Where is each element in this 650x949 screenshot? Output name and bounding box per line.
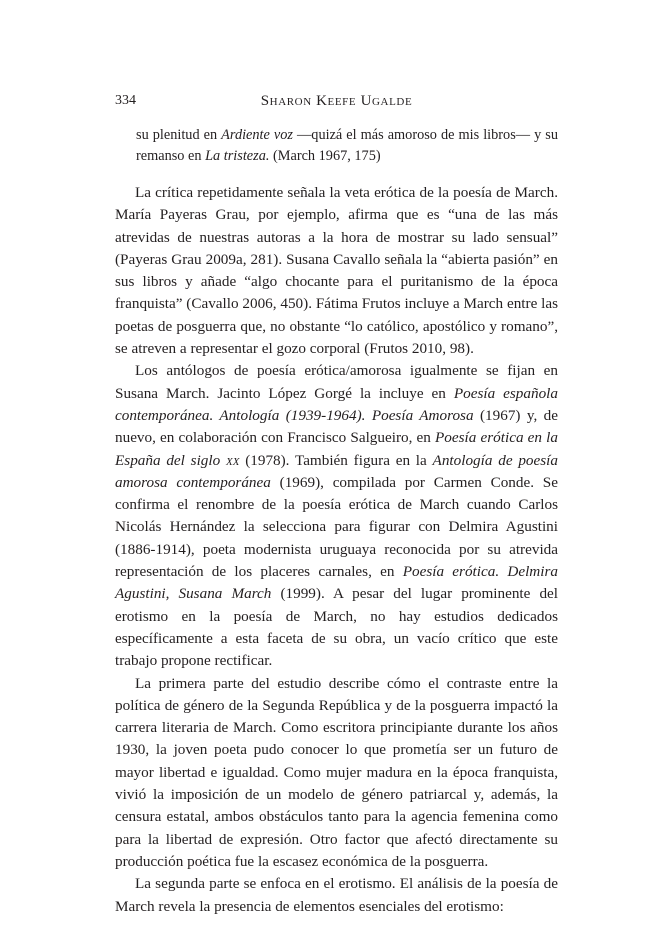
block-quote	[136, 125, 558, 166]
title-poesia-espanola: Poesía española contemporánea. Antología (1939-1964). Poesía Amorosa	[115, 384, 558, 424]
block-quote-text: su plenitud en Ardiente voz —quizá el más amoroso de mis libros— y su remanso en La tristeza. (March 1967, 175)	[136, 127, 558, 164]
paragraph-1: La crítica repetidamente señala la veta erótica de la poesía de March. María Payeras Grau, por ejemplo, afirma que es “una de las más atrevidas de nuestras autoras a la hora de mostrar su lado sensual” (Payeras Grau 2009a, 281). Susana Cavallo señala la “abierta pasión” en sus libros y añade “algo chocante para el puritanismo de la época franquista” (Cavallo 2006, 450). Fátima Frutos incluye a March entre las poetas de posguerra que, no obstante “lo católico, apostólico y romano”, se atreven a representar el gozo corporal (Frutos 2010, 98).	[115, 184, 558, 358]
paragraph-2: Los antólogos de poesía erótica/amorosa igualmente se fijan en Susana March. Jacinto López Gorgé la incluye en Poesía española contemporánea. Antología (1939-1964). Poesía Amorosa (1967) y, de nuevo, en colaboración con Francisco Salgueiro, en Poesía erótica en la España del siglo xx (1978). También figura en la Antología de poesía amorosa contemporánea (1969), compilada por Carmen Conde. Se confirma el renombre de la poesía erótica de March cuando Carlos Nicolás Hernández la selecciona para figurar con Delmira Agustini (1886-1914), poeta modernista uruguaya reconocida por su atrevida representación de los placeres carnales, en Poesía erótica. Delmira Agustini, Susana March (1999). A pesar del lugar prominente del erotismo en la poesía de March, no hay estudios dedicados específicamente a esta faceta de su obra, un vacío crítico que este trabajo propone rectificar.	[115, 362, 559, 670]
running-head-author: Sharon Keefe Ugalde	[260, 93, 413, 109]
book-title-la-tristeza: La tristeza.	[205, 147, 270, 164]
running-header	[115, 92, 558, 110]
page-number: 334	[115, 93, 136, 108]
body-text	[115, 182, 558, 918]
title-antologia-poesia-amorosa: Antología de poesía amorosa contemporánea	[115, 451, 558, 491]
paragraph-3: La primera parte del estudio describe cómo el contraste entre la política de género de la Segunda República y de la posguerra impactó la carrera literaria de March. Como escritora principiante durante los años 1930, la joven poeta pudo conocer lo que prometía ser un futuro de mayor libertad e igualdad. Como mujer madura en la época franquista, vivió la imposición de un modelo de género patriarcal y, además, la censura estatal, ambos obstáculos tanto para la agencia femenina como para la libertad de expresión. Otro factor que afectó directamente su producción poética fue la escasez económica de la posguerra.	[115, 674, 558, 870]
book-title-ardiente-voz: Ardiente voz	[221, 127, 293, 143]
title-poesia-erotica-agustini-march: Poesía erótica. Delmira Agustini, Susana March	[115, 563, 558, 603]
paragraph-4: La segunda parte se enfoca en el erotismo. El análisis de la poesía de March revela la presencia de elementos esenciales del erotismo:	[115, 875, 558, 915]
title-poesia-erotica-espana: Poesía erótica en la España del siglo xx	[115, 429, 558, 469]
